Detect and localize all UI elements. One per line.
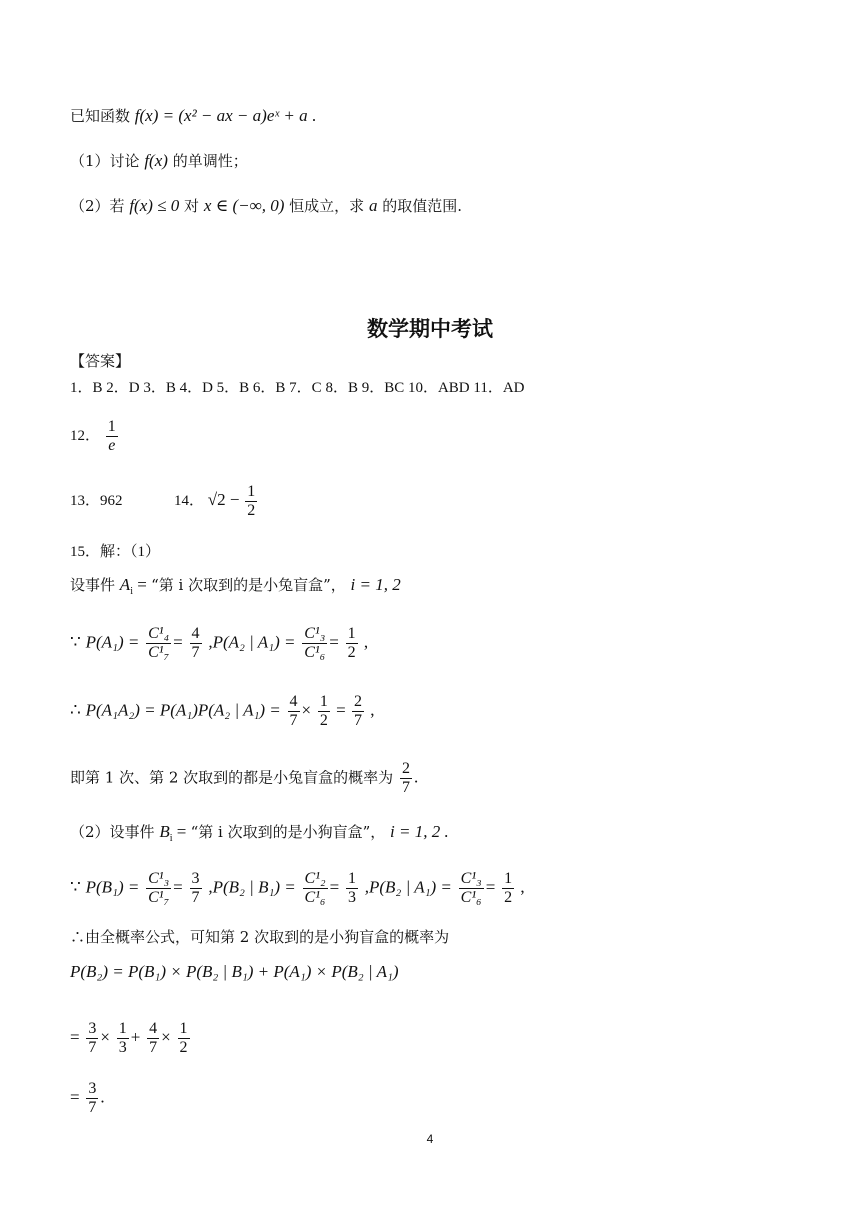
question-1: （1）讨论 f(x) 的单调性；	[70, 151, 248, 170]
fraction: $\frac{1}{2}$	[247, 483, 256, 519]
formula-pb2-expand: = $\frac{3}{7}$ × $\frac{1}{3}$ + $\frac{4}{7}$ × $\frac{1}{2}$	[70, 1020, 188, 1056]
formula-pb2: P(B₂) = P(B₁) × P(B₂ | B₁) + P(A₁) × P(B₂ | A₁)	[70, 962, 399, 981]
formula-pa1a2: ∴ P(A₁A₂) = P(A₁)P(A₂ | A₁) = $\frac{4}{7}$ × $\frac{1}{2}$ = $\frac{2}{7}$ ,	[70, 693, 375, 729]
question-2: （2）若 f(x) ≤ 0 对 x ∈ (−∞, 0) 恒成立，求 a 的取值范围.	[70, 196, 463, 215]
mc-answers: 1．B 2．D 3．B 4．D 5．B 6．B 7．C 8．B 9．BC 10．ABD 11．AD	[70, 380, 525, 396]
stem-formula: f(x) = (x² − ax − a)eˣ + a	[134, 106, 308, 125]
answer-12: 12． $\frac{1}{e}$	[70, 418, 116, 454]
page-title: 数学期中考试	[367, 317, 493, 341]
formula-pb1: ∵ P(B₁) = $\frac{\text{C¹₃}}{\text{C¹₇}}$ = $\frac{3}{7}$ ,P(B₂ | B₁) = $\frac{\text{C¹₂}}{\text{C¹₆}}$ = $\frac{1}{3}$ ,P(B₂ | A₁) = $\frac{\text{C¹₃}}{\text{C¹₆}}$ = $\frac{1}{2}$ ,	[70, 870, 525, 906]
answer-header: 【答案】	[70, 352, 131, 370]
event-a-definition: 设事件 $A_i$ = “第 i 次取到的是小兔盲盒”， i = 1, 2	[70, 575, 401, 597]
event-b-definition: （2）设事件 $B_i$ = “第 i 次取到的是小狗盲盒”， i = 1, 2 .	[70, 822, 449, 844]
answer-13: 13．962	[70, 492, 123, 509]
answer-14-label: 14．	[174, 492, 205, 509]
answer-13-14: 13．962 14． √2 − $\frac{1}{2}$	[70, 483, 256, 519]
formula-pb2-result: = $\frac{3}{7}$ .	[70, 1080, 105, 1116]
page-number: 4	[426, 1132, 434, 1146]
formula-pa1: ∵ P(A₁) = $\frac{\text{C¹₄}}{\text{C¹₇}}$ = $\frac{4}{7}$ ,P(A₂ | A₁) = $\frac{\text{C¹₃}}{\text{C¹₆}}$ = $\frac{1}{2}$ ,	[70, 625, 369, 661]
problem-stem: 已知函数 f(x) = (x² − ax − a)eˣ + a .	[70, 106, 317, 125]
conclusion-1: 即第 1 次、第 2 次取到的都是小兔盲盒的概率为 $\frac{2}{7}$ .	[70, 760, 419, 796]
fraction: $\frac{1}{e}$	[107, 418, 116, 454]
answer-15-header: 15．解：（1）	[70, 544, 161, 560]
total-probability-text: ∴由全概率公式，可知第 2 次取到的是小狗盲盒的概率为	[70, 928, 450, 946]
